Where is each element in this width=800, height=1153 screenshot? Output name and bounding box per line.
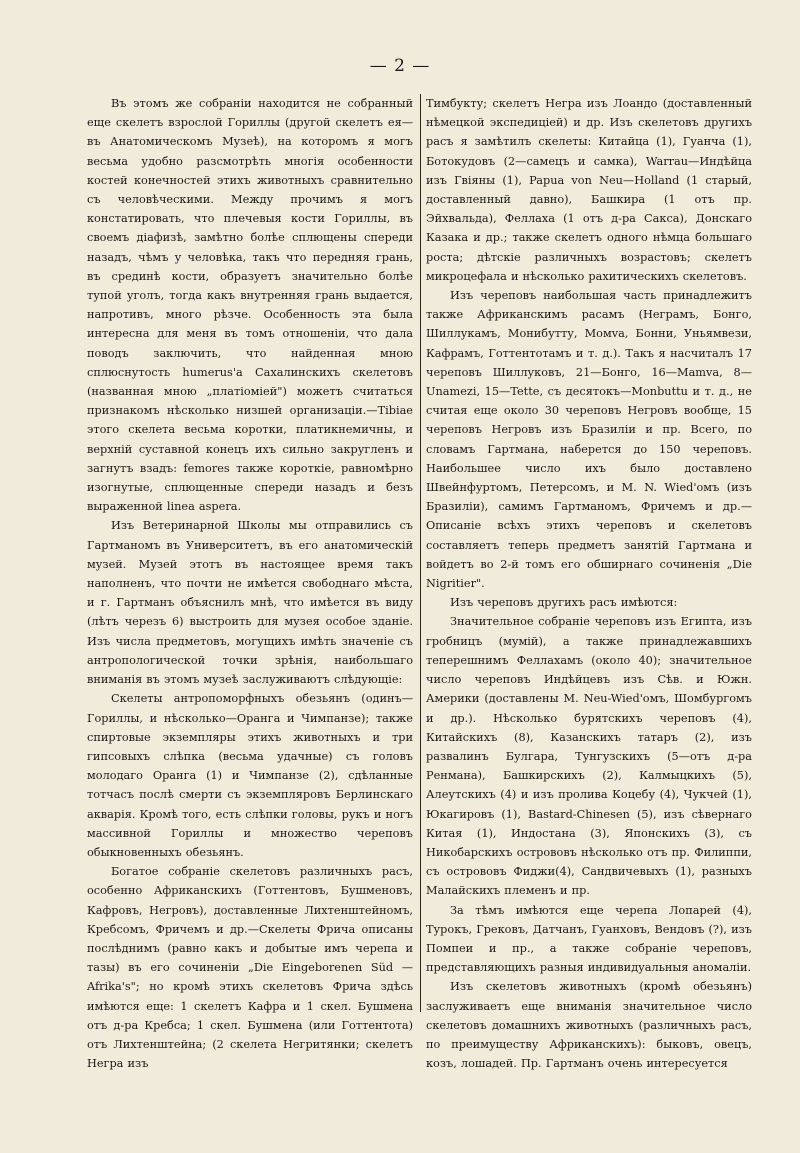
right-column (426, 94, 752, 1073)
left-paragraph-3: Скелеты антропоморфныхъ обезьянъ (одинъ—Гориллы, и нѣсколько—Оранга и Чимпанзе); также спиртовые экземпляры этихъ животныхъ и три гипсовыхъ слѣпка (весьма удачные) съ головъ молодаго Оранга (1) и Чимпанзе (2), сдѣланные тотчасъ послѣ смерти съ экземпляровъ Берлинскаго акварiя. Кромѣ того, есть слѣпки головы, рукъ и ногъ массивной Гориллы и множество череповъ обыкновенныхъ обезьянъ. (87, 692, 413, 859)
left-paragraph-2: Изъ Ветеринарной Школы мы отправились съ Гартманомъ въ Университетъ, въ его анатомическiй музей. Музей этотъ въ настоящее время такъ наполненъ, что почти не имѣется свободнаго мѣста, и г. Гартманъ объяснилъ мнѣ, что имѣется въ виду (лѣтъ черезъ 6) выстроить для музея особое зданiе. Изъ числа предметовъ, могущихъ имѣть значенiе съ антропологической точки зрѣнiя, наибольшаго вниманiя въ этомъ музеѣ заслуживаютъ слѣдующiе: (87, 519, 413, 687)
page-number: — 2 — (369, 56, 431, 76)
left-column (87, 94, 413, 1073)
column-divider (420, 94, 421, 1012)
right-paragraph-4: Значительное собранiе череповъ изъ Египта, изъ гробницъ (мумiй), а также принадлежавшихъ теперешнимъ Феллахамъ (около 40); значительное число череповъ Индѣйцевъ изъ Сѣв. и Южн. Америки (доставлены M. Neu-Wied'омъ, Шомбургомъ и др.). Нѣсколько бурятскихъ череповъ (4), Китайскихъ (8), Казанскихъ татаръ (2), изъ развалинъ Булгара, Тунгузскихъ (5—отъ д-ра Ренмана), Башкирскихъ (2), Калмыцкихъ (5), Алеутскихъ (4) и изъ пролива Коцебу (4), Чукчей (1), Юкагировъ (1), Bastard-Chinesen (5), изъ сѣвернаго Китая (1), Индостана (3), Японскихъ (3), съ Никобарскихъ острововъ нѣсколько отъ пр. Филиппи, съ острововъ Фиджи(4), Сандвичевыхъ (1), разныхъ Малайскихъ племенъ и пр. (426, 615, 752, 898)
right-paragraph-2: Изъ череповъ наибольшая часть принадлежитъ также Африканскимъ расамъ (Неграмъ, Бонго, Шиллукамъ, Монибутту, Mомva, Бонни, Уньямвези, Кафрамъ, Готтентотамъ и т. д.). Такъ я насчиталъ 17 череповъ Шиллуковъ, 21—Бонго, 16—Mamva, 8—Unamezi, 15—Tette, съ десятокъ—Monbuttu и т. д., не считая еще около 30 череповъ Негровъ вообще, 15 череповъ Негровъ изъ Бразилiи и пр. Всего, по словамъ Гартмана, наберется до 150 череповъ. Наибольшее число ихъ было доставлено Швейнфуртомъ, Петерсомъ, и M. N. Wied'омъ (изъ Бразилiи), самимъ Гартманомъ, Фричемъ и др.—Описанiе всѣхъ этихъ череповъ и скелетовъ составляетъ теперь предметъ занятiй Гартмана и войдетъ во 2-й томъ его обширнаго сочиненiя „Die Nigritier". (426, 289, 752, 591)
left-paragraph-4: Богатое собранiе скелетовъ различныхъ расъ, особенно Африканскихъ (Готтентовъ, Бушменовъ, Кафровъ, Негровъ), доставленные Лихтенштейномъ, Кребсомъ, Фричемъ и др.—Скелеты Фрича описаны послѣднимъ (равно какъ и добытые имъ черепа и тазы) въ его сочиненiи „Die Eingeborenen Süd — Afrika's"; но кромѣ этихъ скелетовъ Фрича здѣсь имѣются еще: 1 скелетъ Кафра и 1 скел. Бушмена отъ д-ра Кребса; 1 скел. Бушмена (или Готтентота) отъ Лихтенштейна; (2 скелета Негритянки; скелетъ Негра изъ (87, 865, 413, 1071)
right-paragraph-5: За тѣмъ имѣются еще черепа Лопарей (4), Турокъ, Грековъ, Датчанъ, Гуанховъ, Вендовъ (?), изъ Помпеи и пр., а также собранiе череповъ, представляющихъ разныя индивидуальныя аномалiи. (426, 903, 752, 975)
right-paragraph-1: Тимбукту; скелетъ Негра изъ Лоандо (доставленный нѣмецкой экспедицiей) и др. Изъ скелетовъ другихъ расъ я замѣтилъ скелеты: Китайца (1), Гуанча (1), Ботокудовъ (2—самецъ и самка), Warrau—Индѣйца изъ Гвiяны (1), Papua von Neu—Holland (1 старый, доставленный давно), Башкира (1 отъ пр. Эйхвальда), Феллаха (1 отъ д-ра Сакса), Донскаго Казака и др.; также скелетъ одного нѣмца большаго роста; дѣтскiе различныхъ возрастовъ; скелетъ микроцефала и нѣсколько рахитическихъ скелетовъ. (426, 97, 752, 283)
left-paragraph-1: Въ этомъ же собранiи находится не собранный еще скелетъ взрослой Гориллы (другой скелетъ ея—въ Анатомическомъ Музеѣ), на которомъ я могъ весьма удобно разсмотрѣть многiя особенности костей конечностей этихъ животныхъ сравнительно съ человѣческими. Между прочимъ я могъ констатировать, что плечевыя кости Гориллы, въ своемъ дiафизѣ, замѣтно болѣе сплющены спереди назадъ, чѣмъ у человѣка, такъ что передняя грань, въ срединѣ кости, образуетъ значительно болѣе тупой уголъ, тогда какъ внутренняя грань выдается, напротивъ, много рѣзче. Особенность эта была интересна для меня въ томъ отношенiи, что дала поводъ заключить, что найденная мною сплюснутость humerus'а Сахалинскихъ скелетовъ (названная мною „платiомiей") можетъ считаться признакомъ нѣсколько низшей организацiи.—Tibiae этого скелета весьма коротки, платикнемичны, и верхнiй суставной конецъ ихъ сильно закругленъ и загнутъ взадъ: femores также короткiе, равномѣрно изогнутые, сплющенные спереди назадъ и безъ выраженной linea aspera. (87, 97, 413, 514)
right-paragraph-6: Изъ скелетовъ животныхъ (кромѣ обезьянъ) заслуживаетъ еще вниманiя значительное число скелетовъ домашнихъ животныхъ (различныхъ расъ, по преимуществу Африканскихъ): быковъ, овецъ, козъ, лошадей. Пр. Гартманъ очень интересуется (426, 980, 752, 1071)
right-paragraph-3: Изъ череповъ другихъ расъ имѣются: (450, 596, 678, 610)
